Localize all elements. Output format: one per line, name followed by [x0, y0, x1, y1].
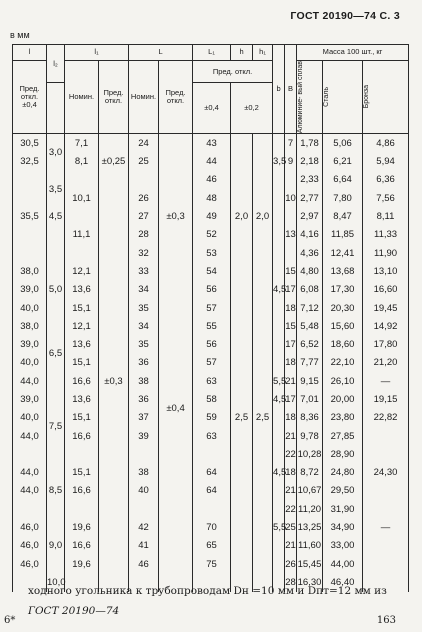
table-row: [13, 409, 409, 427]
table-cell: 4,80: [297, 262, 323, 280]
col-L-nom: Номин.: [129, 61, 159, 134]
table-row: [13, 152, 409, 170]
table-cell: ±0,3: [99, 372, 129, 390]
table-cell: 5,5: [273, 518, 285, 536]
table-cell: [129, 171, 159, 189]
table-cell: 15,1: [65, 354, 99, 372]
table-cell: 15,1: [65, 409, 99, 427]
table-cell: 19,15: [363, 390, 409, 408]
table-cell: [159, 427, 193, 592]
table-row: [13, 390, 409, 408]
unit-label: в мм: [10, 30, 30, 40]
col-bronze: Бронза: [363, 61, 409, 134]
table-row: [13, 299, 409, 317]
table-cell: ±0,3: [159, 207, 193, 225]
table-cell: [99, 390, 129, 591]
page-marker-left: 6*: [4, 615, 16, 626]
col-L1: L₁: [193, 45, 231, 61]
table-cell: 15: [285, 317, 297, 335]
table-cell: 16,6: [65, 372, 99, 390]
table-cell: 35: [129, 299, 159, 317]
table-cell: 31,90: [323, 500, 363, 518]
table-cell: [65, 171, 99, 189]
table-cell: 6,08: [297, 281, 323, 299]
table-cell: 38,0: [13, 262, 47, 280]
table-cell: [129, 445, 159, 463]
table-cell: 2,18: [297, 152, 323, 170]
table-cell: 5,5: [273, 372, 285, 390]
table-cell: 3,5: [47, 171, 65, 208]
table-cell: 20,30: [323, 299, 363, 317]
table-cell: 75: [193, 555, 231, 573]
table-cell: 44,0: [13, 482, 47, 500]
table-cell: 2,0: [231, 207, 253, 225]
table-cell: 10,67: [297, 482, 323, 500]
table-cell: 46,40: [323, 573, 363, 591]
table-cell: 18: [285, 299, 297, 317]
table-cell: [285, 207, 297, 225]
table-cell: 14,92: [363, 317, 409, 335]
table-cell: [363, 445, 409, 463]
table-cell: 23,80: [323, 409, 363, 427]
table-row: [13, 207, 409, 225]
table-cell: 24,30: [363, 464, 409, 482]
table-cell: —: [363, 518, 409, 536]
table-cell: [13, 226, 47, 244]
table-cell: 16,30: [297, 573, 323, 591]
table-cell: 54: [193, 262, 231, 280]
table-cell: 16,6: [65, 537, 99, 555]
table-cell: 16,6: [65, 427, 99, 445]
table-cell: [13, 171, 47, 189]
continuation-text: ходного угольника к трубопроводам Dн =10 мм и Dпт=12 мм из: [28, 585, 387, 597]
table-cell: 33: [129, 262, 159, 280]
page-number: 163: [376, 615, 396, 626]
table-cell: 41: [129, 537, 159, 555]
table-cell: [193, 500, 231, 518]
table-cell: 17,30: [323, 281, 363, 299]
table-cell: [273, 537, 285, 592]
table-cell: 21: [285, 537, 297, 555]
table-cell: 8,47: [323, 207, 363, 225]
table-row: [13, 226, 409, 244]
table-cell: 40,0: [13, 299, 47, 317]
table-cell: 8,11: [363, 207, 409, 225]
col-l: l: [13, 45, 47, 61]
table-cell: 4,16: [297, 226, 323, 244]
table-row: [13, 427, 409, 445]
table-cell: [285, 171, 297, 189]
table-cell: 22: [285, 500, 297, 518]
table-cell: 22,82: [363, 409, 409, 427]
table-cell: 7,1: [65, 134, 99, 153]
table-cell: 34: [129, 281, 159, 299]
table-cell: 12,1: [65, 317, 99, 335]
col-l-tol: Пред. откл. ±0,4: [13, 61, 47, 134]
table-cell: 38: [129, 372, 159, 390]
table-cell: 56: [193, 281, 231, 299]
table-row: [13, 464, 409, 482]
table-cell: 46,0: [13, 537, 47, 555]
col-l1: l₁: [65, 45, 129, 61]
table-row: [13, 134, 409, 153]
table-row: [13, 335, 409, 353]
table-cell: ±0,4: [159, 390, 193, 427]
table-cell: 11,85: [323, 226, 363, 244]
table-cell: 15,60: [323, 317, 363, 335]
table-cell: 13,68: [323, 262, 363, 280]
table-cell: 20,00: [323, 390, 363, 408]
table-cell: 33,00: [323, 537, 363, 555]
table-cell: 43: [193, 134, 231, 153]
table-row: [13, 555, 409, 573]
col-h1: h₁: [253, 45, 273, 61]
table-cell: [253, 134, 273, 208]
col-steel: Сталь: [323, 61, 363, 134]
table-cell: 53: [193, 244, 231, 262]
table-cell: 6,52: [297, 335, 323, 353]
table-cell: 32,5: [13, 152, 47, 170]
table-cell: 13: [285, 226, 297, 244]
table-cell: 35: [129, 335, 159, 353]
table-cell: 9,0: [47, 518, 65, 573]
table-cell: 25: [129, 152, 159, 170]
table-cell: ±0,25: [99, 134, 129, 189]
table-cell: 17: [285, 335, 297, 353]
table-cell: 5,0: [47, 262, 65, 317]
table-cell: 44,00: [323, 555, 363, 573]
table-cell: 26: [129, 189, 159, 207]
table-cell: [273, 482, 285, 519]
table-cell: 38,0: [13, 317, 47, 335]
table-cell: [363, 555, 409, 573]
table-cell: [47, 226, 65, 263]
table-cell: 38: [129, 464, 159, 482]
table-cell: 57: [193, 354, 231, 372]
table-cell: 16,60: [363, 281, 409, 299]
table-row: [13, 171, 409, 189]
table-cell: 21: [285, 482, 297, 500]
col-L-tol: Пред. откл.: [159, 61, 193, 134]
table-cell: 64: [193, 464, 231, 482]
col-b: b: [273, 45, 285, 134]
table-cell: 10,0: [47, 573, 65, 591]
table-row: [13, 482, 409, 500]
table-cell: 46: [193, 171, 231, 189]
table-cell: 28,90: [323, 445, 363, 463]
table-cell: 39,0: [13, 335, 47, 353]
table-cell: 2,33: [297, 171, 323, 189]
table-cell: 7,80: [323, 189, 363, 207]
table-cell: 21,20: [363, 354, 409, 372]
table-cell: [363, 427, 409, 445]
table-cell: [231, 134, 253, 208]
table-cell: 15,45: [297, 555, 323, 573]
table-cell: 4,36: [297, 244, 323, 262]
table-cell: 46: [129, 555, 159, 573]
table-cell: 37: [129, 409, 159, 427]
table-cell: 44: [193, 152, 231, 170]
table-cell: 7,5: [47, 390, 65, 463]
table-cell: [65, 244, 99, 262]
table-cell: 18: [285, 409, 297, 427]
table-cell: 40,0: [13, 354, 47, 372]
table-cell: 8,72: [297, 464, 323, 482]
table-cell: 10: [285, 189, 297, 207]
table-cell: 19,45: [363, 299, 409, 317]
table-cell: 2,77: [297, 189, 323, 207]
table-cell: 19,6: [65, 555, 99, 573]
table-cell: 30,5: [13, 134, 47, 153]
table-cell: 11,90: [363, 244, 409, 262]
table-cell: 7,77: [297, 354, 323, 372]
table-row: [13, 372, 409, 390]
col-tol-04: ±0,4: [193, 83, 231, 134]
table-cell: 7,01: [297, 390, 323, 408]
table-cell: [363, 500, 409, 518]
col-l1-tol: Пред. откл.: [99, 61, 129, 134]
table-cell: [231, 226, 253, 409]
table-cell: 12,1: [65, 262, 99, 280]
table-cell: [159, 226, 193, 391]
table-cell: 10,1: [65, 189, 99, 207]
table-row: [13, 445, 409, 463]
col-h: h: [231, 45, 253, 61]
col-B: B: [285, 45, 297, 134]
table-cell: 5,06: [323, 134, 363, 153]
table-cell: 6,36: [363, 171, 409, 189]
table-cell: 6,64: [323, 171, 363, 189]
table-cell: 8,36: [297, 409, 323, 427]
table-row: [13, 262, 409, 280]
table-cell: 13,6: [65, 281, 99, 299]
table-cell: 4,86: [363, 134, 409, 153]
col-alu: Алюминие- вый сплав: [297, 61, 323, 134]
table-cell: [159, 134, 193, 208]
table-cell: [193, 445, 231, 463]
table-cell: 4,5: [273, 281, 285, 299]
table-cell: 17: [285, 390, 297, 408]
dimensions-table: [12, 44, 409, 592]
table-cell: 8,1: [65, 152, 99, 170]
table-cell: 44,0: [13, 372, 47, 390]
table-cell: 5,48: [297, 317, 323, 335]
table-cell: 9: [285, 152, 297, 170]
table-cell: 18: [285, 354, 297, 372]
col-l2-empty: [47, 83, 65, 134]
table-cell: 63: [193, 427, 231, 445]
table-cell: 13,6: [65, 390, 99, 408]
table-cell: [273, 409, 285, 464]
table-cell: [231, 427, 253, 592]
table-cell: [129, 500, 159, 518]
table-cell: [253, 226, 273, 409]
table-cell: [253, 427, 273, 592]
table-body: [13, 134, 409, 592]
table-cell: 26,10: [323, 372, 363, 390]
table-cell: 36: [129, 354, 159, 372]
table-cell: 3,0: [47, 134, 65, 171]
table-cell: 21: [285, 427, 297, 445]
table-cell: [13, 445, 47, 463]
page-header: ГОСТ 20190—74 С. 3: [290, 10, 400, 22]
table-cell: 58: [193, 390, 231, 408]
table-cell: 22,10: [323, 354, 363, 372]
table-cell: 13,25: [297, 518, 323, 536]
table-cell: 28: [285, 573, 297, 591]
table-cell: 8,5: [47, 464, 65, 519]
table-cell: 2,0: [253, 207, 273, 225]
table-cell: 52: [193, 226, 231, 244]
table-cell: 27,85: [323, 427, 363, 445]
table-cell: 1,78: [297, 134, 323, 153]
table-cell: 10,28: [297, 445, 323, 463]
table-cell: 57: [193, 299, 231, 317]
table-cell: 9,78: [297, 427, 323, 445]
table-cell: 39: [129, 427, 159, 445]
table-cell: 9,15: [297, 372, 323, 390]
table-cell: 35,5: [13, 207, 47, 225]
table-cell: 18: [285, 464, 297, 482]
table-cell: 7,56: [363, 189, 409, 207]
col-tol-02: ±0,2: [231, 83, 273, 134]
table-cell: 2,5: [231, 409, 253, 427]
table-cell: 11,60: [297, 537, 323, 555]
table-cell: 4,5: [273, 390, 285, 408]
table-cell: [13, 189, 47, 207]
table-cell: [363, 482, 409, 500]
table-cell: 4,5: [273, 464, 285, 482]
table-cell: 24,80: [323, 464, 363, 482]
table-cell: [65, 445, 99, 463]
table-cell: [65, 500, 99, 518]
table-cell: 13,10: [363, 262, 409, 280]
table-cell: 7,12: [297, 299, 323, 317]
gost-footer: ГОСТ 20190—74: [28, 605, 120, 617]
table-cell: 42: [129, 518, 159, 536]
table-cell: 6,21: [323, 152, 363, 170]
table-cell: 40,0: [13, 409, 47, 427]
table-cell: 15,1: [65, 299, 99, 317]
table-cell: 16,6: [65, 482, 99, 500]
table-cell: [99, 189, 129, 372]
table-cell: 44,0: [13, 464, 47, 482]
table-cell: [65, 207, 99, 225]
table-cell: 39,0: [13, 390, 47, 408]
table-cell: 28: [129, 226, 159, 244]
table-cell: 48: [193, 189, 231, 207]
table-cell: 70: [193, 518, 231, 536]
table-cell: 7: [285, 134, 297, 153]
dimensions-table-wrap: [12, 44, 408, 592]
table-cell: [273, 171, 285, 281]
table-cell: 39,0: [13, 281, 47, 299]
table-row: [13, 281, 409, 299]
table-cell: 2,97: [297, 207, 323, 225]
table-cell: 15: [285, 262, 297, 280]
table-cell: —: [363, 372, 409, 390]
col-pred-otkl: Пред. откл.: [193, 61, 273, 83]
table-cell: [13, 500, 47, 518]
col-mass: Масса 100 шт., кг: [297, 45, 409, 61]
table-cell: 63: [193, 372, 231, 390]
table-cell: 46,0: [13, 555, 47, 573]
table-cell: 22: [285, 445, 297, 463]
col-l2: l₂: [47, 45, 65, 83]
table-cell: 65: [193, 537, 231, 555]
table-cell: 44,0: [13, 427, 47, 445]
table-row: [13, 189, 409, 207]
table-cell: [13, 244, 47, 262]
table-cell: 19,6: [65, 518, 99, 536]
table-cell: 34: [129, 317, 159, 335]
table-cell: 18,60: [323, 335, 363, 353]
table-row: [13, 537, 409, 555]
table-cell: 11,20: [297, 500, 323, 518]
table-cell: 29,50: [323, 482, 363, 500]
table-row: [13, 354, 409, 372]
table-cell: 6,5: [47, 317, 65, 390]
table-cell: 46,0: [13, 518, 47, 536]
table-cell: [273, 134, 285, 153]
table-cell: 17,80: [363, 335, 409, 353]
table-cell: [363, 537, 409, 555]
table-row: [13, 500, 409, 518]
table-cell: [273, 299, 285, 372]
table-cell: 36: [129, 390, 159, 408]
table-cell: 34,90: [323, 518, 363, 536]
table-cell: [285, 244, 297, 262]
table-cell: 64: [193, 482, 231, 500]
table-cell: 27: [129, 207, 159, 225]
table-cell: 5,94: [363, 152, 409, 170]
table-cell: 21: [285, 372, 297, 390]
table-cell: 25: [285, 518, 297, 536]
table-cell: 11,33: [363, 226, 409, 244]
table-cell: 40: [129, 482, 159, 500]
table-cell: 26: [285, 555, 297, 573]
col-L: L: [129, 45, 193, 61]
table-cell: 49: [193, 207, 231, 225]
table-row: [13, 518, 409, 536]
table-cell: 13,6: [65, 335, 99, 353]
table-row: [13, 244, 409, 262]
table-cell: 55: [193, 317, 231, 335]
col-l1-nom: Номин.: [65, 61, 99, 134]
table-cell: 32: [129, 244, 159, 262]
table-cell: 12,41: [323, 244, 363, 262]
table-cell: 56: [193, 335, 231, 353]
table-cell: 24: [129, 134, 159, 153]
table-row: [13, 317, 409, 335]
table-cell: 4,5: [47, 207, 65, 225]
table-cell: 11,1: [65, 226, 99, 244]
table-cell: 3,5: [273, 152, 285, 170]
table-cell: 17: [285, 281, 297, 299]
table-cell: 2,5: [253, 409, 273, 427]
table-cell: 59: [193, 409, 231, 427]
table-cell: 15,1: [65, 464, 99, 482]
